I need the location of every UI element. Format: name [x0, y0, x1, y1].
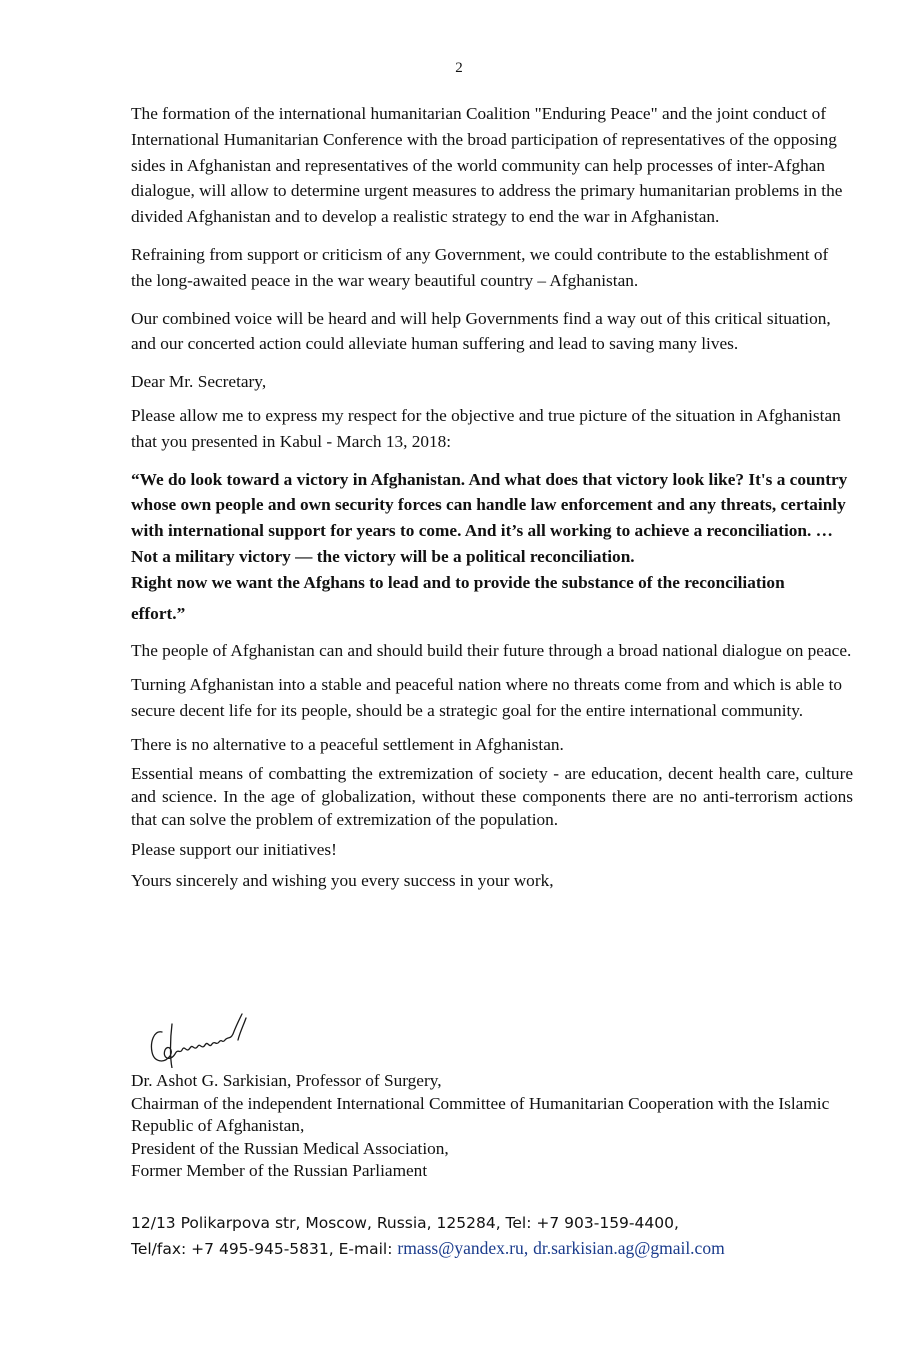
salutation: Dear Mr. Secretary, [131, 372, 267, 392]
paragraph-support: Please support our initiatives! [131, 839, 337, 859]
quote-part-1: “We do look toward a victory in Afghanistan. And what does that victory look like? It's a country whose own people and own security forces can handle law enforcement and any threats, certainly with international support for years to come. And it’s all working to achieve a reconciliation. … [131, 469, 848, 541]
paragraph-no-alternative: There is no alternative to a peaceful settlement in Afghanistan. [131, 734, 564, 754]
letter-body [131, 101, 853, 906]
quote-part-2: Not a military victory — the victory will be a political reconciliation. [131, 546, 635, 566]
paragraph-refraining: Refraining from support or criticism of any Government, we could contribute to the establishment of the long-awaited peace in the war weary beautiful country – Afghanistan. [131, 244, 829, 290]
signatory-name: Dr. Ashot G. Sarkisian, Professor of Surgery, [131, 1071, 442, 1090]
signatory-president: President of the Russian Medical Association, [131, 1138, 449, 1158]
paragraph-coalition: The formation of the international humanitarian Coalition "Enduring Peace" and the joint conduct of International Humanitarian Conference with the broad participation of representatives of the opposing sides in Afghanistan and representatives of the world community can help processes of inter-Afghan dialogue, will allow to determine urgent measures to address the primary humanitarian problems in the divided Afghanistan and to develop a realistic strategy to end the war in Afghanistan. [131, 104, 843, 227]
quote-part-4: effort.” [131, 603, 186, 623]
footer-telfax: Tel/fax: +7 495-945-5831, E-mail: [131, 1240, 393, 1258]
closing: Yours sincerely and wishing you every success in your work, [131, 871, 554, 891]
quote-part-3: Right now we want the Afghans to lead and to provide the substance of the reconciliation [131, 572, 785, 592]
paragraph-strategic-goal: Turning Afghanistan into a stable and peaceful nation where no threats come from and which is able to secure decent life for its people, should be a strategic goal for the entire international community. [131, 675, 843, 720]
paragraph-respect: Please allow me to express my respect for the objective and true picture of the situation in Afghanistan that you presented in Kabul - March 13, 2018: [131, 405, 841, 451]
footer-address: 12/13 Polikarpova str, Moscow, Russia, 125284, Tel: +7 903-159-4400, [131, 1214, 679, 1232]
paragraph-dialogue: The people of Afghanistan can and should build their future through a broad national dialogue on peace. [131, 641, 852, 661]
paragraph-combined-voice: Our combined voice will be heard and will help Governments find a way out of this critical situation, and our concerted action could alleviate human suffering and lead to saving many lives. [131, 308, 831, 354]
paragraph-extremization: Essential means of combatting the extremization of society - are education, decent health care, culture and science. In the age of globalization, without these components there are no anti-terrorism actions that can solve the problem of extremization of the population. [131, 763, 853, 829]
secretary-quote [131, 467, 853, 627]
signatory-former-member: Former Member of the Russian Parliament [131, 1161, 428, 1181]
signatory-block [131, 1070, 853, 1183]
contact-footer [131, 1211, 853, 1262]
email-separator: , [523, 1238, 529, 1258]
signatory-chairman: Chairman of the independent International Committee of Humanitarian Cooperation with the Islamic Republic of Afghanistan, [131, 1093, 830, 1136]
email-link-sarkisian[interactable]: dr.sarkisian.ag@gmail.com [533, 1238, 725, 1258]
handwritten-signature [148, 1010, 253, 1068]
email-link-rmass[interactable]: rmass@yandex.ru [397, 1238, 524, 1258]
page-number: 2 [455, 60, 463, 76]
footer-contacts [131, 1236, 853, 1262]
